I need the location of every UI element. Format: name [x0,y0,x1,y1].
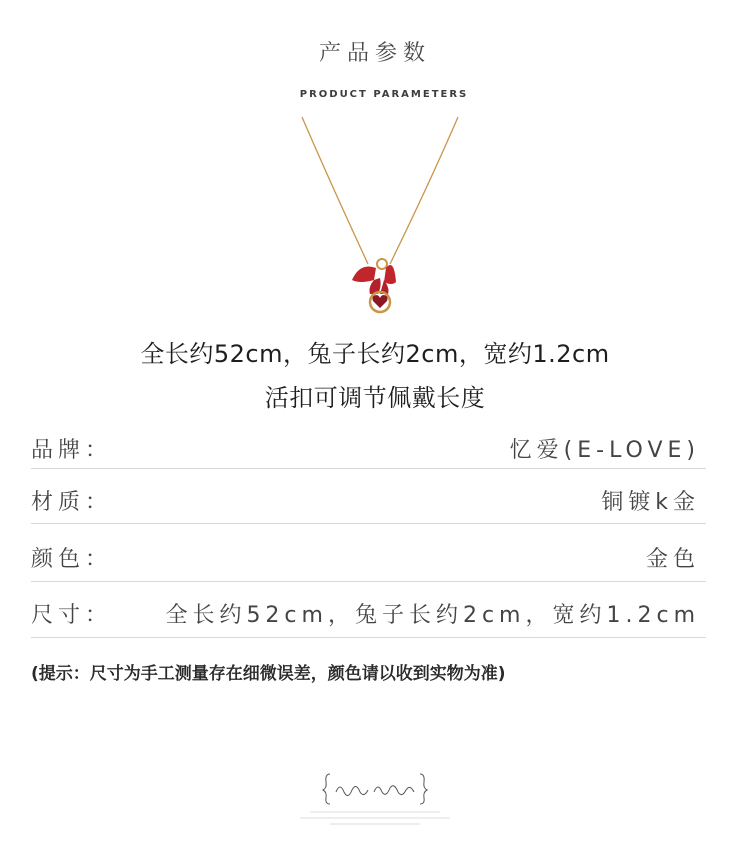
necklace-bunny-pendant-image [290,112,470,322]
spec-value: 忆爱(E-LOVE) [509,438,700,463]
headline-adjustable: 活扣可调节佩戴长度 [264,384,486,412]
page-title: 产品参数 [318,41,431,66]
divider [31,468,706,469]
spec-value: 全长约52cm，兔子长约2cm，宽约1.2cm [165,603,700,628]
disclaimer-note: (提示：尺寸为手工测量存在细微误差，颜色请以收到实物为准) [31,664,506,684]
spec-value: 铜镀k金 [601,490,700,515]
spec-label: 材质： [31,490,113,515]
spec-label: 尺寸： [31,603,113,628]
spec-row-size [31,598,706,628]
divider [31,581,706,582]
spec-row-brand [31,433,706,463]
spec-value: 金色 [645,547,700,572]
style-attitude-logo [270,764,480,834]
divider [31,523,706,524]
spec-row-color [31,542,706,572]
headline-dimensions: 全长约52cm，兔子长约2cm，宽约1.2cm [140,340,610,368]
page-subtitle: PRODUCT PARAMETERS [299,89,469,100]
spec-label: 颜色： [31,547,113,572]
spec-label: 品牌： [31,438,113,463]
spec-row-material [31,485,706,515]
divider [31,637,706,638]
